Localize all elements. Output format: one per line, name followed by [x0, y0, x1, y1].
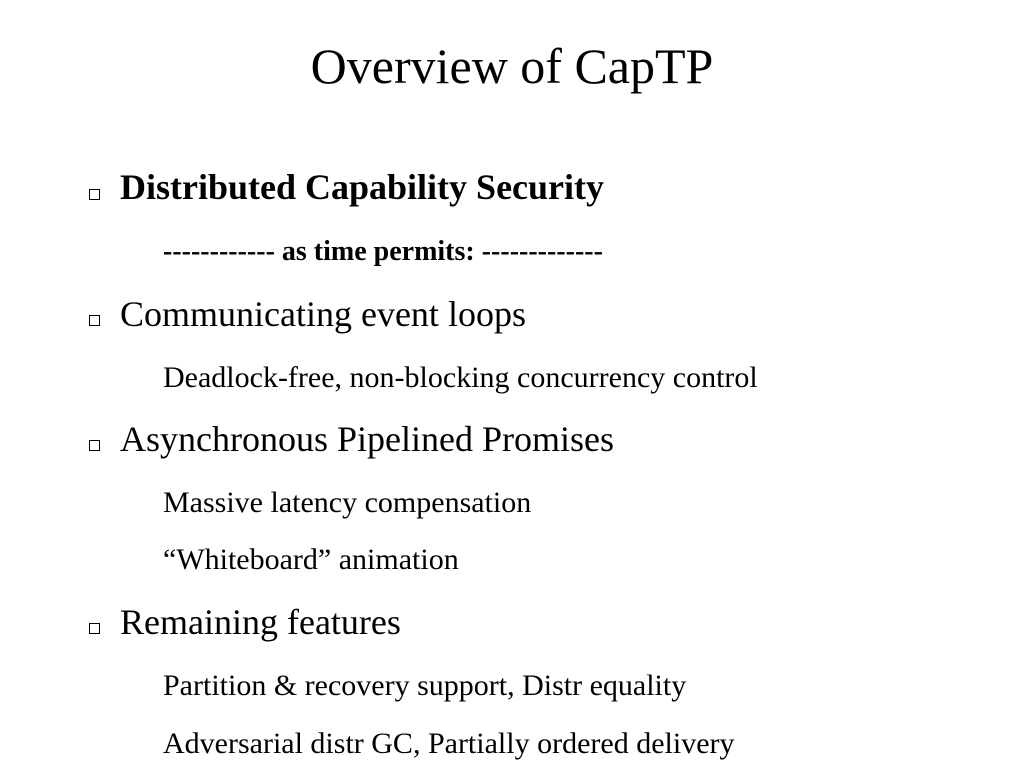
subitem-partition-recovery: Partition & recovery support, Distr equality	[163, 669, 687, 702]
bullet-distributed-capability-security: Distributed Capability Security	[120, 167, 605, 207]
bullet-asynchronous-pipelined-promises: Asynchronous Pipelined Promises	[120, 419, 614, 459]
separator-as-time-permits: ------------ as time permits: -------------	[163, 236, 603, 267]
square-bullet-icon	[89, 623, 100, 634]
slide-title: Overview of CapTP	[310, 38, 714, 94]
subitem-massive-latency-compensation: Massive latency compensation	[163, 486, 532, 519]
subitem-whiteboard-animation: “Whiteboard” animation	[163, 543, 459, 576]
bullet-remaining-features: Remaining features	[120, 602, 401, 642]
square-bullet-icon	[89, 315, 100, 326]
bullet-communicating-event-loops: Communicating event loops	[120, 294, 526, 334]
square-bullet-icon	[89, 440, 100, 451]
subitem-adversarial-distr-gc: Adversarial distr GC, Partially ordered delivery	[163, 727, 735, 760]
subitem-deadlock-free: Deadlock-free, non-blocking concurrency control	[163, 361, 758, 394]
square-bullet-icon	[89, 189, 100, 200]
